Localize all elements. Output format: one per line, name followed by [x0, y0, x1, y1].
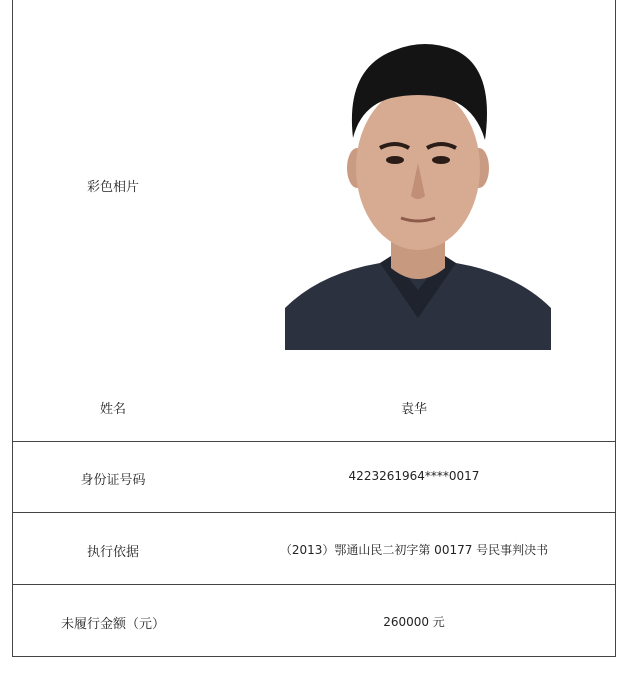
basis-row [13, 512, 615, 584]
amount-label: 未履行金额（元） [60, 617, 165, 632]
id-value: 4223261964****0017 [348, 469, 480, 483]
photo-row [13, 0, 615, 441]
record-table [12, 0, 616, 657]
name-value: 袁华 [400, 402, 427, 417]
photo-label: 彩色相片 [86, 180, 139, 195]
amount-value: 260000 元 [383, 615, 445, 629]
name-label: 姓名 [99, 402, 126, 417]
id-row [13, 441, 615, 512]
portrait-photo [285, 28, 551, 350]
id-label: 身份证号码 [80, 473, 146, 488]
basis-value: （2013）鄂通山民二初字第 00177 号民事判决书 [279, 543, 549, 557]
basis-label: 执行依据 [86, 545, 139, 560]
amount-row [13, 584, 615, 656]
